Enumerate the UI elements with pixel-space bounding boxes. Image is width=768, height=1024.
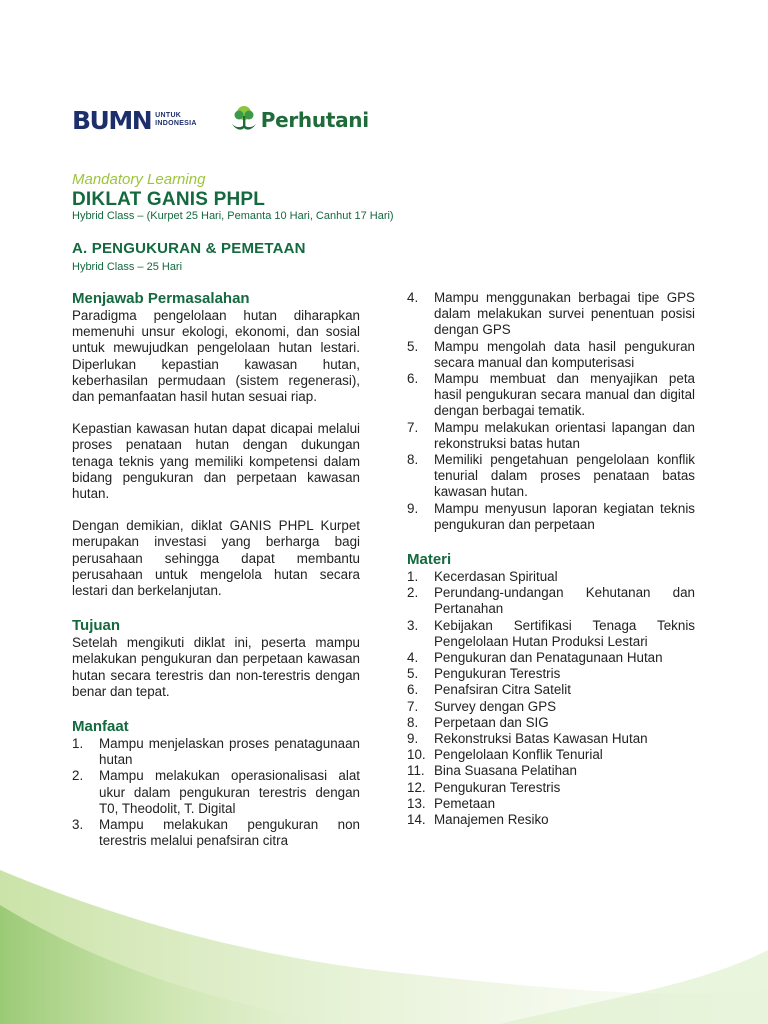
bumn-tagline <box>155 112 197 128</box>
list-text: Mampu menyusun laporan kegiatan teknis pengukuran dan perpetaan <box>434 500 695 532</box>
manfaat-heading: Manfaat <box>72 718 129 736</box>
list-item <box>407 780 695 796</box>
list-number: 3. <box>72 817 84 833</box>
list-number: 13. <box>407 795 426 811</box>
list-number: 5. <box>407 338 419 354</box>
list-number: 3. <box>407 617 419 633</box>
list-item <box>407 569 695 585</box>
list-text: Bina Suasana Pelatihan <box>434 763 577 779</box>
list-text: Mampu menjelaskan proses penatagunaan hutan <box>99 736 360 768</box>
list-number: 2. <box>72 768 84 784</box>
list-item <box>407 339 695 371</box>
list-number: 7. <box>407 698 419 714</box>
list-number: 8. <box>407 714 419 730</box>
list-text: Survey dengan GPS <box>434 698 557 714</box>
list-item <box>407 501 695 533</box>
permasalahan-paragraph-1: Paradigma pengelolaan hutan diharapkan memenuhi unsur ekologi, ekonomi, dan sosial untuk mewujudkan pengelolaan hutan lestari. Diperlukan kepastian kawasan hutan, keberhasilan permudaan (sistem regenerasi), dan pemanfaatan hasil hutan sesuai riap. <box>72 308 360 405</box>
list-text: Perpetaan dan SIG <box>434 714 549 730</box>
list-text: Pengukuran Terestris <box>434 666 561 682</box>
materi-heading: Materi <box>407 551 452 569</box>
page-title: DIKLAT GANIS PHPL <box>72 189 266 210</box>
list-text: Pengelolaan Konflik Tenurial <box>434 747 603 763</box>
list-item <box>407 699 695 715</box>
list-number: 12. <box>407 779 426 795</box>
bumn-wordmark: BUMN <box>72 105 152 135</box>
list-item <box>72 817 360 849</box>
list-item <box>407 682 695 698</box>
permasalahan-paragraph-2: Kepastian kawasan hutan dapat dicapai melalui proses penataan hutan dengan dukungan tenaga teknis yang memiliki kompetensi dalam bidang pengukuran dan perpetaan kawasan hutan. <box>72 421 360 502</box>
list-text: Memiliki pengetahuan pengelolaan konflik tenurial dalam proses penataan batas kawasan hutan. <box>434 452 695 500</box>
list-number: 4. <box>407 650 419 666</box>
list-number: 1. <box>72 736 84 752</box>
list-number: 9. <box>407 731 419 747</box>
list-number: 14. <box>407 812 426 828</box>
tree-hands-icon <box>229 104 259 136</box>
list-number: 6. <box>407 371 419 387</box>
list-item <box>72 768 360 817</box>
right-column <box>407 290 695 828</box>
bumn-tagline-line-1: UNTUK <box>155 112 182 119</box>
section-subtitle: Hybrid Class – 25 Hari <box>72 261 183 273</box>
list-text: Mampu membuat dan menyajikan peta hasil pengukuran secara manual dan digital dengan berbagai tematik. <box>434 371 695 419</box>
list-text: Mampu melakukan pengukuran non terestris melalui penafsiran citra <box>99 817 360 849</box>
list-item <box>407 796 695 812</box>
list-number: 7. <box>407 419 419 435</box>
manfaat-list-continued <box>407 290 695 533</box>
list-number: 11. <box>407 763 425 779</box>
perhutani-logo <box>229 104 369 136</box>
page-subtitle: Hybrid Class – (Kurpet 25 Hari, Pemanta 10 Hari, Canhut 17 Hari) <box>72 210 394 222</box>
list-text: Perundang-undangan Kehutanan dan Pertanahan <box>434 585 695 617</box>
list-item <box>407 618 695 650</box>
manfaat-list <box>72 736 360 849</box>
list-text: Pemetaan <box>434 795 496 811</box>
list-number: 6. <box>407 682 419 698</box>
list-item <box>407 715 695 731</box>
list-number: 4. <box>407 290 419 305</box>
tujuan-paragraph: Setelah mengikuti diklat ini, peserta mampu melakukan pengukuran dan perpetaan kawasan hutan secara terestris dan non-terestris dengan benar dan tepat. <box>72 635 360 699</box>
list-number: 1. <box>407 569 419 585</box>
list-number: 2. <box>407 585 419 601</box>
list-item <box>407 420 695 452</box>
list-item <box>407 731 695 747</box>
list-item <box>407 585 695 617</box>
list-item <box>407 650 695 666</box>
permasalahan-heading: Menjawab Permasalahan <box>72 290 250 307</box>
list-number: 5. <box>407 666 419 682</box>
list-text: Manajemen Resiko <box>434 812 549 828</box>
list-text: Rekonstruksi Batas Kawasan Hutan <box>434 731 648 747</box>
list-number: 9. <box>407 500 419 516</box>
list-item <box>407 747 695 763</box>
list-text: Mampu melakukan orientasi lapangan dan rekonstruksi batas hutan <box>434 419 695 451</box>
permasalahan-paragraph-3: Dengan demikian, diklat GANIS PHPL Kurpet merupakan investasi yang berharga bagi perusahaan sehingga dapat membantu perusahaan untuk mengelola hutan secara lestari dan berkelanjutan. <box>72 518 360 599</box>
list-text: Pengukuran dan Penatagunaan Hutan <box>434 650 663 666</box>
list-number: 8. <box>407 452 419 468</box>
list-text: Mampu melakukan operasionalisasi alat ukur dalam pengukuran terestris dengan T0, Theodolit, T. Digital <box>99 768 360 816</box>
left-column <box>72 290 360 849</box>
list-item <box>407 452 695 501</box>
bumn-logo <box>72 105 197 135</box>
list-item <box>72 736 360 768</box>
section-title: A. PENGUKURAN & PEMETAAN <box>72 240 306 257</box>
list-item <box>407 371 695 420</box>
list-text: Pengukuran Terestris <box>434 779 561 795</box>
list-item <box>407 666 695 682</box>
tujuan-heading: Tujuan <box>72 617 121 635</box>
list-text: Kecerdasan Spiritual <box>434 569 558 585</box>
list-text: Mampu mengolah data hasil pengukuran secara manual dan komputerisasi <box>434 338 695 370</box>
logo-bar <box>72 100 369 140</box>
list-item <box>407 763 695 779</box>
list-text: Penafsiran Citra Satelit <box>434 682 571 698</box>
perhutani-wordmark: Perhutani <box>260 108 369 132</box>
list-item <box>407 812 695 828</box>
kicker: Mandatory Learning <box>72 171 206 188</box>
list-item <box>407 290 695 339</box>
list-text: Kebijakan Sertifikasi Tenaga Teknis Pengelolaan Hutan Produksi Lestari <box>434 617 695 649</box>
list-text: Mampu menggunakan berbagai tipe GPS dalam melakukan survei penentuan posisi dengan GPS <box>434 290 695 338</box>
materi-list <box>407 569 695 828</box>
bumn-tagline-line-2: INDONESIA <box>155 120 197 127</box>
list-number: 10. <box>407 747 426 763</box>
